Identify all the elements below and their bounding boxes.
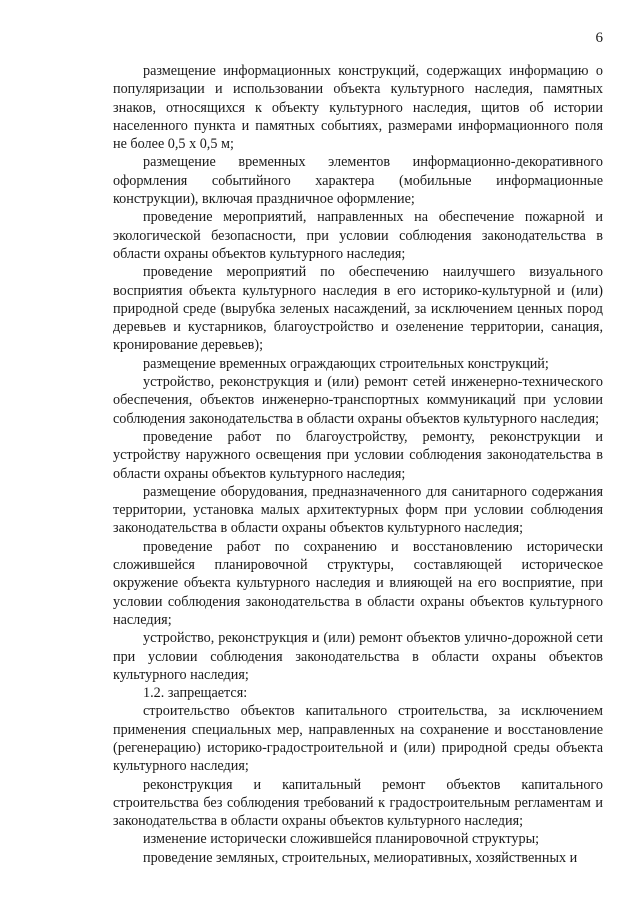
paragraph: проведение мероприятий, направленных на обеспечение пожарной и экологической безопасности, при условии соблюдения законодательства в области охраны объектов культурного наследия; (113, 209, 603, 262)
paragraph: размещение информационных конструкций, содержащих информацию о популяризации и использовании объекта культурного наследия, памятных знаков, относящихся к объекту культурного наследия, щитов об истории населенного пункта и памятных событиях, размерами информационного поля не более 0,5 х 0,5 м; (113, 63, 603, 153)
paragraph: проведение работ по сохранению и восстановлению исторически сложившейся планировочной структуры, составляющей историческое окружение объекта культурного наследия и влияющей на его восприятие, при условии соблюдения законодательства в области охраны объектов культурного наследия; (113, 538, 603, 628)
paragraph: проведение мероприятий по обеспечению наилучшего визуального восприятия объекта культурного наследия в его историко-культурной и (или) природной среде (вырубка зеленых насаждений, за исключением ценных пород деревьев и кустарников, благоустройство и озеленение территории, санация, кронирование деревьев); (113, 264, 603, 354)
paragraph: устройство, реконструкция и (или) ремонт сетей инженерно-технического обеспечения, объектов инженерно-транспортных коммуникаций при условии соблюдения законодательства в области охраны объектов культурного наследия; (113, 374, 603, 427)
paragraph: размещение оборудования, предназначенного для санитарного содержания территории, установка малых архитектурных форм при условии соблюдения законодательства в области охраны объектов культурного наследия; (113, 483, 603, 537)
paragraph: строительство объектов капитального строительства, за исключением применения специальных мер, направленных на сохранение и восстановление (регенерацию) историко-градостроительной и (или) природной среды объекта культурного наследия; (113, 703, 603, 775)
paragraph: изменение исторически сложившейся планировочной структуры; (143, 831, 540, 848)
paragraph: размещение временных ограждающих строительных конструкций; (143, 355, 549, 372)
paragraph: устройство, реконструкция и (или) ремонт объектов улично-дорожной сети при условии соблюдения законодательства в области охраны объектов культурного наследия; (113, 630, 603, 683)
paragraph: проведение работ по благоустройству, ремонту, реконструкции и устройству наружного освещения при условии соблюдения законодательства в области охраны объектов культурного наследия; (113, 428, 603, 482)
paragraph: проведение земляных, строительных, мелиоративных, хозяйственных и (143, 849, 578, 866)
paragraph: реконструкция и капитальный ремонт объектов капитального строительства без соблюдения требований к градостроительным регламентам и законодательства в области охраны объектов культурного наследия; (113, 776, 603, 830)
section-heading: 1.2. запрещается: (143, 685, 248, 702)
document-body (113, 62, 603, 867)
paragraph: размещение временных элементов информационно-декоративного оформления событийного характера (мобильные информационные конструкции), включая праздничное оформление; (113, 154, 603, 208)
page-number: 6 (595, 30, 603, 46)
